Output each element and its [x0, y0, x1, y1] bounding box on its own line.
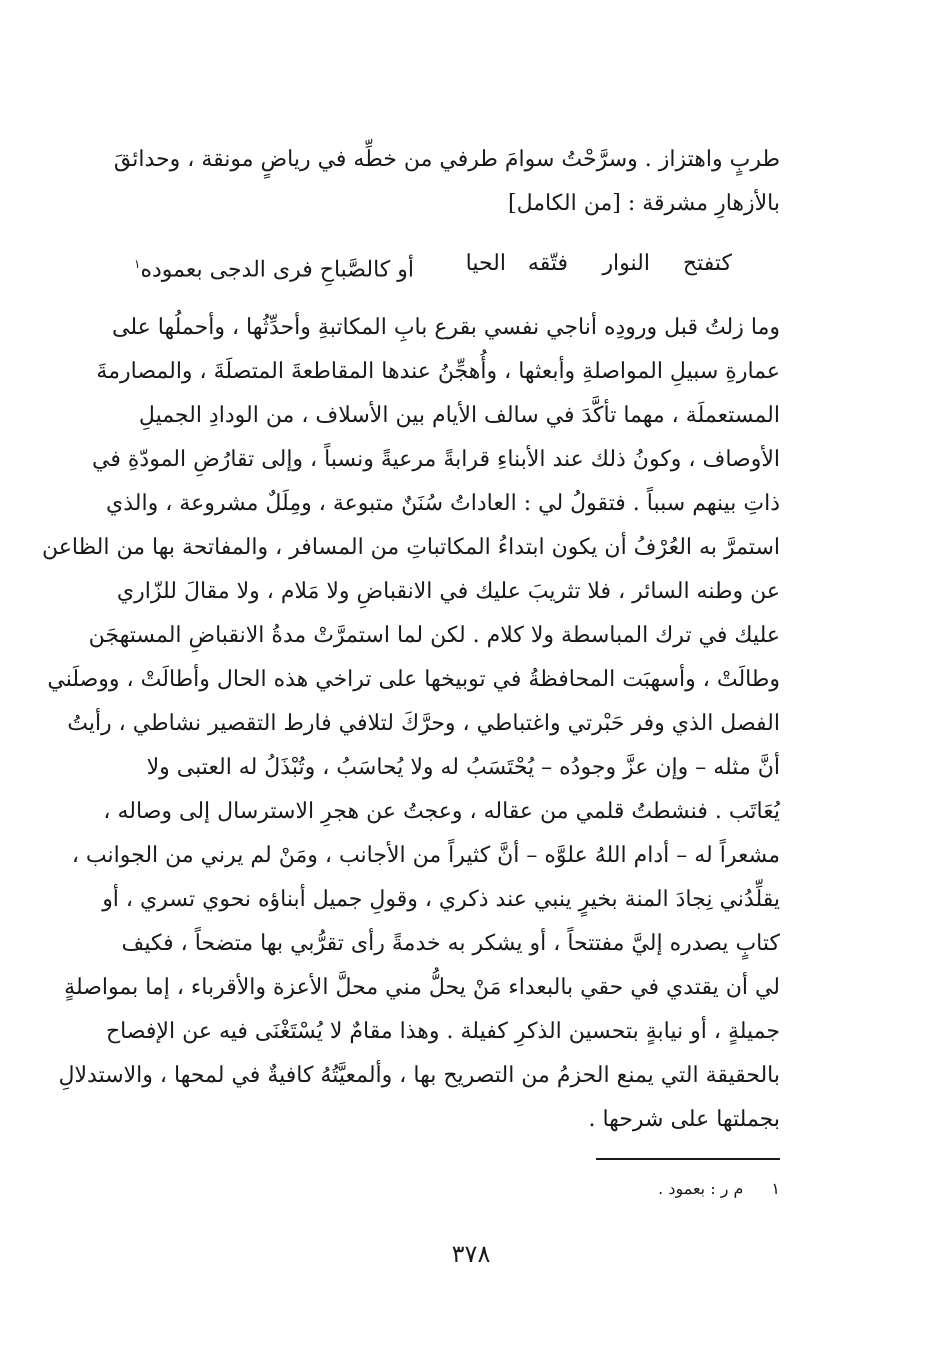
text-line: لي أن يقتدي في حقي بالبعداء مَنْ يحلُّ مني محلَّ الأعزة والأقرباء ، إما بمواصلةٍ: [64, 975, 780, 1000]
text-line: يُعَاتَب . فنشطتُ قلمي من عقاله ، وعجتُ عن هجرِ الاسترسال إلى وصاله ،: [103, 799, 780, 824]
text-line: عمارةِ سبيلِ المواصلةِ وأبعثها ، وأُهجِّنُ عندها المقاطعةَ المتصلَةَ ، والمصارمةَ: [96, 359, 780, 384]
text-line: مشعراً له – أدام اللهُ علوَّه – أنَّ كثيراً من الأجانب ، ومَنْ لم يرني من الجوانب ،: [71, 843, 780, 868]
verse-hemistich-1-part-3: فتّقه: [527, 251, 568, 276]
text-line: استمرَّ به العُرْفُ أن يكون ابتداءُ المكاتباتِ من المسافر ، والمفاتحة بها من الظاعن: [42, 535, 780, 560]
footnote-separator: [596, 1158, 780, 1160]
footnote-text: م ر : بعمود .: [658, 1179, 744, 1198]
text-line: بالأزهارِ مشرقة : [من الكامل]: [508, 191, 780, 216]
page-number: ٣٧٨: [451, 1240, 491, 1268]
text-line: يقلِّدُني نِجادَ المنة بخيرٍ ينبي عند ذكري ، وقولِ جميل أبناؤه نحوي تسري ، أو: [102, 887, 780, 912]
verse-hemistich-1-part-2: النوار: [602, 251, 650, 276]
text-line: بجملتها على شرحها .: [588, 1107, 780, 1132]
text-line: عليك في ترك المباسطة ولا كلام . لكن لما استمرَّتْ مدةُ الانقباضِ المستهجَن: [88, 623, 780, 648]
footnote: [658, 1175, 780, 1203]
verse-hemistich-1-part-4: الحيا: [465, 251, 506, 276]
text-line: أنَّ مثله – وإن عزَّ وجودُه – يُحْتَسَبُ له ولا يُحاسَبُ ، وتُبْذَلُ له العتبى ولا: [146, 755, 780, 780]
text-line: المستعملَة ، مهما تأكَّدَ في سالف الأيام بين الأسلاف ، من الودادِ الجميلِ: [138, 403, 780, 428]
text-line: عن وطنه السائر ، فلا تثريبَ عليك في الانقباضِ ولا مَلام ، ولا مقالَ للزّاري: [116, 579, 780, 604]
text-line: كتابٍ يصدره إليَّ مفتتحاً ، أو يشكر به خدمةً رأى تقرُّبي بها متضحاً ، فكيف: [121, 931, 780, 956]
verse-hemistich-1-part-1: كتفتح: [682, 251, 732, 276]
text-line: وما زلتُ قبل ورودِه أناجي نفسي بقرع بابِ المكاتبةِ وأحدِّثُها ، وأحملُها على: [112, 315, 780, 340]
text-line: وطالَتْ ، وأسهبَت المحافظةُ في توبيخها على تراخي هذه الحال وأطالَتْ ، ووصلَني: [47, 667, 780, 692]
text-line: الفصل الذي وفر حَبْرتي واغتباطي ، وحرَّكَ لتلافي فارط التقصير نشاطي ، رأيتُ: [67, 711, 780, 736]
footnote-marker[interactable]: ١: [134, 257, 141, 271]
footnote-number: ١: [771, 1179, 780, 1198]
text-line: ذاتِ بينهم سبباً . فتقولُ لي : العاداتُ سُنَنٌ متبوعة ، ومِلَلٌ مشروعة ، والذي: [106, 491, 780, 516]
verse-hemistich-2: [134, 242, 414, 292]
text-line: بالحقيقة التي يمنع الحزمُ من التصريح بها ، وألمعيَّتُهُ كافيةٌ في لمحها ، والاستدلالِ: [58, 1063, 780, 1088]
text-line: طربٍ واهتزاز . وسرَّحْتُ سوامَ طرفي من خطِّه في رياضٍ مونقة ، وحدائقَ: [113, 147, 780, 172]
verse-hemistich-2-text: أو كالصَّباحِ فرى الدجى بعموده: [140, 257, 414, 283]
text-line: الأوصاف ، وكونُ ذلك عند الأبناءِ قرابةً مرعيةً ونسباً ، وإلى تقارُضِ المودّةِ في: [92, 447, 780, 472]
text-line: جميلةٍ ، أو نيابةٍ بتحسين الذكرِ كفيلة . وهذا مقامٌ لا يُسْتَغْنَى فيه عن الإفصاح: [105, 1019, 780, 1044]
